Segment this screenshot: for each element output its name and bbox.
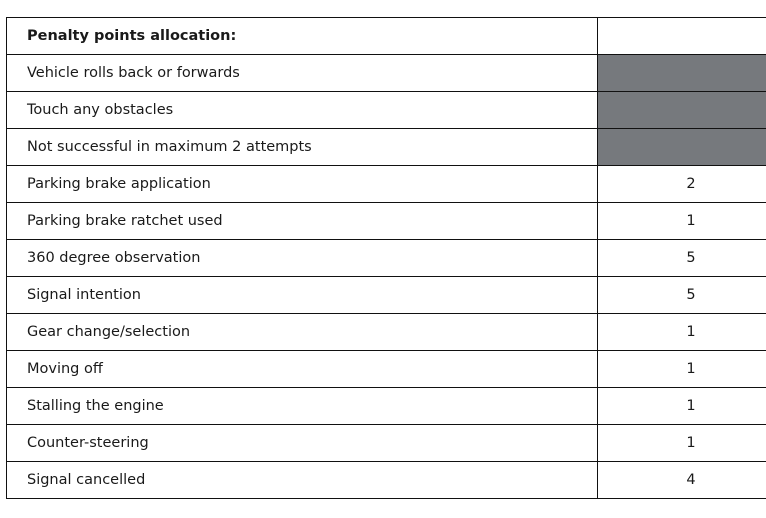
penalty-points-table-container <box>6 17 763 499</box>
row-value: 1 <box>598 388 766 425</box>
table-row <box>7 277 766 314</box>
row-label: Gear change/selection <box>7 314 598 351</box>
row-label: Parking brake application <box>7 166 598 203</box>
table-row <box>7 129 766 166</box>
table-header-row <box>7 18 766 55</box>
row-value: 2 <box>598 166 766 203</box>
table-row <box>7 351 766 388</box>
row-label: Touch any obstacles <box>7 92 598 129</box>
row-label: Vehicle rolls back or forwards <box>7 55 598 92</box>
table-row <box>7 240 766 277</box>
table-row <box>7 92 766 129</box>
row-label: 360 degree observation <box>7 240 598 277</box>
row-label: Parking brake ratchet used <box>7 203 598 240</box>
table-row <box>7 425 766 462</box>
row-value: 1 <box>598 351 766 388</box>
row-value <box>598 129 766 166</box>
table-row <box>7 203 766 240</box>
row-value: 1 <box>598 425 766 462</box>
table-row <box>7 166 766 203</box>
row-value: 4 <box>598 462 766 499</box>
table-row <box>7 55 766 92</box>
table-row <box>7 388 766 425</box>
row-label: Counter-steering <box>7 425 598 462</box>
row-value <box>598 92 766 129</box>
row-label: Moving off <box>7 351 598 388</box>
table-header-value <box>598 18 766 55</box>
table-row <box>7 462 766 499</box>
penalty-points-table <box>6 17 766 499</box>
row-label: Signal intention <box>7 277 598 314</box>
table-row <box>7 314 766 351</box>
row-value: 5 <box>598 277 766 314</box>
row-value <box>598 55 766 92</box>
table-header-label: Penalty points allocation: <box>7 18 598 55</box>
row-value: 5 <box>598 240 766 277</box>
row-label: Not successful in maximum 2 attempts <box>7 129 598 166</box>
row-value: 1 <box>598 314 766 351</box>
row-label: Signal cancelled <box>7 462 598 499</box>
row-label: Stalling the engine <box>7 388 598 425</box>
row-value: 1 <box>598 203 766 240</box>
